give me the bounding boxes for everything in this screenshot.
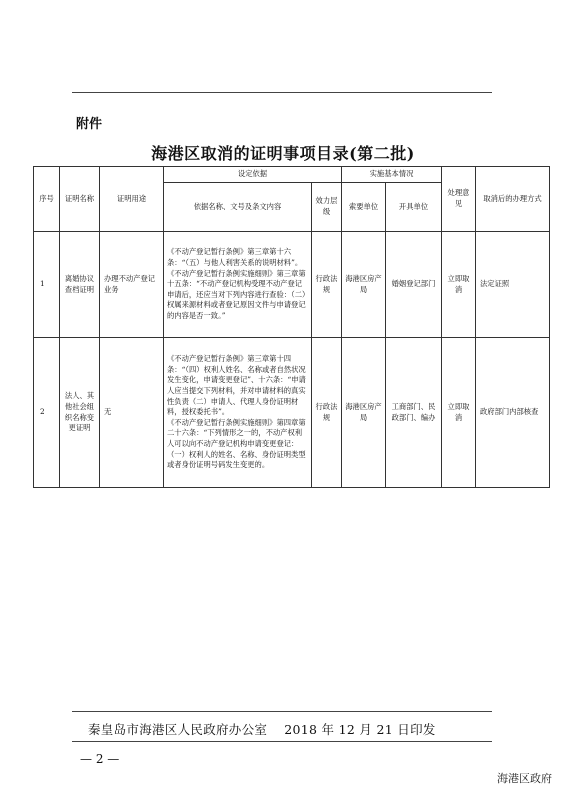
cell-effect-level: 行政法规 [312, 338, 342, 488]
cell-opinion: 立即取消 [442, 232, 476, 338]
header-requesting-unit: 索要单位 [342, 183, 386, 232]
footer-top-rule [72, 711, 492, 712]
cell-name: 法人、其他社会组织名称变更证明 [60, 338, 100, 488]
cell-seq: 2 [34, 338, 60, 488]
cell-effect-level: 行政法规 [312, 232, 342, 338]
cell-issuing-unit: 工商部门、民政部门、编办 [386, 338, 442, 488]
header-after: 取消后的办理方式 [476, 167, 550, 232]
header-basis-content: 依据名称、文号及条文内容 [164, 183, 312, 232]
header-impl-group: 实施基本情况 [342, 167, 442, 183]
cell-after: 法定证照 [476, 232, 550, 338]
header-name: 证明名称 [60, 167, 100, 232]
header-opinion: 处理意见 [442, 167, 476, 232]
header-basis-group: 设定依据 [164, 167, 342, 183]
header-seq: 序号 [34, 167, 60, 232]
cell-name: 离婚协议查档证明 [60, 232, 100, 338]
basis-paragraph: 《不动产登记暂行条例实施细则》第三章第十五条：“不动产登记机构受理不动产登记申请后，还应当对下列内容进行查验：（二）权属来源材料或者登记原因文件与申请登记的内容是否一致。” [167, 268, 306, 320]
basis-paragraph: 《不动产登记暂行条例》第三章第十六条：“（五）与他人利害关系的说明材料”。 [167, 247, 303, 268]
cell-purpose: 办理不动产登记业务 [100, 232, 164, 338]
table-row [34, 338, 550, 488]
cell-basis [164, 232, 312, 338]
cell-opinion: 立即取消 [442, 338, 476, 488]
table-row [34, 232, 550, 338]
page-number: — 2 — [80, 752, 120, 766]
cell-requesting-unit: 海港区房产局 [342, 338, 386, 488]
header-issuing-unit: 开具单位 [386, 183, 442, 232]
attachment-label: 附件 [76, 117, 103, 132]
footer-bottom-rule [72, 741, 492, 742]
header-purpose: 证明用途 [100, 167, 164, 232]
basis-paragraph: 《不动产登记暂行条例》第三章第十四条：“（四）权利人姓名、名称或者自然状况发生变化，申请变更登记”、十六条：“申请人应当提交下列材料，并对申请材料的真实性负责（二）申请人、代理人身份证明材料，授权委托书”。 [167, 354, 306, 417]
certificate-catalog-table [33, 166, 550, 488]
source-watermark: 海港区政府 [497, 772, 552, 785]
cell-purpose: 无 [100, 338, 164, 488]
cell-requesting-unit: 海港区房产局 [342, 232, 386, 338]
header-effect-level: 效力层级 [312, 183, 342, 232]
print-issue-line: 秦皇岛市海港区人民政府办公室 2018 年 12 月 21 日印发 [88, 722, 436, 737]
basis-paragraph: 《不动产登记暂行条例实施细则》第四章第二十六条：“下列情形之一的，不动产权利人可以向不动产登记机构申请变更登记：（一）权利人的姓名、名称、身份证明类型或者身份证明号码发生变更的。 [167, 417, 306, 470]
top-rule [72, 92, 492, 93]
page-title: 海港区取消的证明事项目录(第二批) [151, 144, 415, 163]
cell-basis [164, 338, 312, 488]
cell-issuing-unit: 婚姻登记部门 [386, 232, 442, 338]
cell-seq: 1 [34, 232, 60, 338]
cell-after: 政府部门内部核查 [476, 338, 550, 488]
